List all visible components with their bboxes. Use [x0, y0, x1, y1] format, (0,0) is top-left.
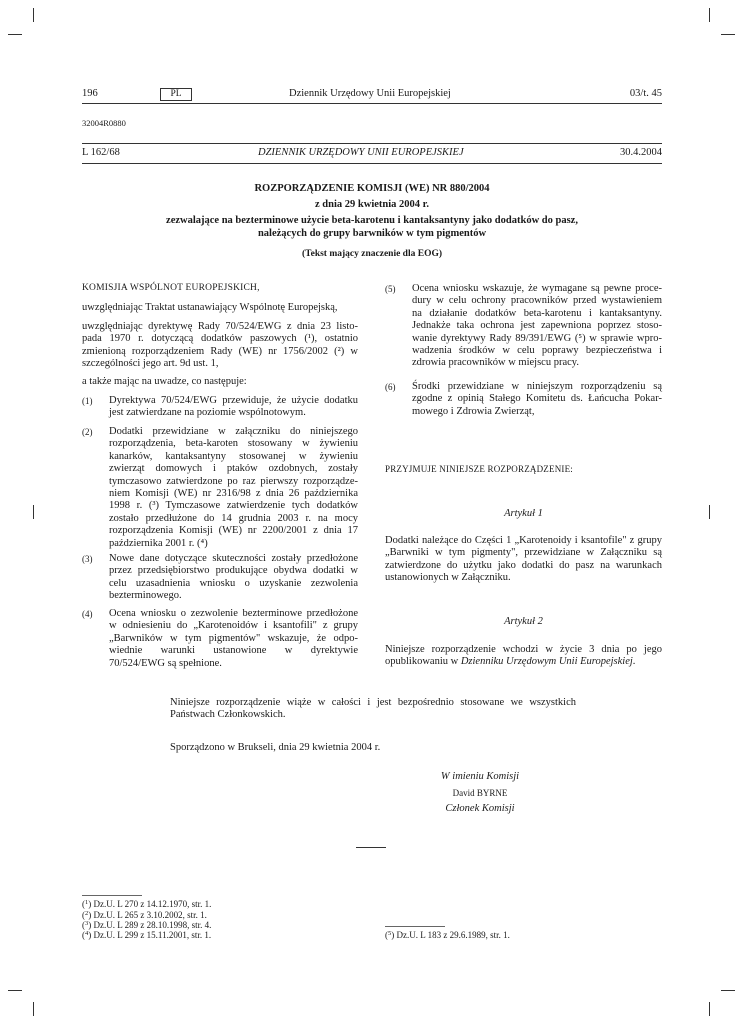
- footnote-mark: 5: [388, 930, 392, 937]
- text-line: uwzględniając dyrektywę Rady 70/524/EWG z dnia 23 listo-: [82, 321, 358, 332]
- footnote: ($^2$) Dz.U. L 265 z 3.10.2002, str. 1.: [82, 910, 207, 920]
- recital-directive: [82, 321, 358, 371]
- article-2-body: [385, 644, 662, 669]
- language-badge: PL: [160, 88, 192, 101]
- crop-mark: [8, 990, 22, 991]
- commission-heading: KOMISJIA WSPÓLNOT EUROPEJSKICH,: [82, 283, 260, 293]
- article-1-body: [385, 535, 662, 585]
- header-rule: [82, 163, 662, 164]
- footnote-rule: [82, 895, 142, 896]
- reference-left: L 162/68: [82, 147, 120, 158]
- footnote: ($^1$) Dz.U. L 270 z 14.12.1970, str. 1.: [82, 899, 212, 909]
- signatory-name: David BYRNE: [452, 788, 508, 798]
- article-1-title: Artykuł 1: [504, 508, 543, 519]
- text-line: Ocena wniosku o zezwolenie bezterminowe przedłożone: [109, 608, 358, 619]
- footnote: ($^5$) Dz.U. L 183 z 29.6.1989, str. 1.: [385, 930, 510, 940]
- text-line: wiednie warunki ustanowione w dyrektywie: [109, 645, 358, 657]
- text-line: wadzenia środków w celu poprawy bezpieczeństwa i: [412, 345, 662, 357]
- recital-item: [82, 426, 358, 552]
- header-rule: [82, 103, 662, 104]
- footnote: ($^3$) Dz.U. L 289 z 28.10.1998, str. 4.: [82, 920, 212, 930]
- text-line: mowego i Zdrowia Zwierząt,: [412, 405, 535, 417]
- text-line: rozporządzenia, beta-karoten stosowany w żywieniu: [109, 438, 358, 450]
- footnote-mark: 1: [85, 899, 89, 906]
- text-line: Dodatki przewidziane w załączniku do niniejszego: [109, 426, 358, 437]
- text-line: celu uzasadnienia wniosku o uzyskanie zezwolenia: [109, 577, 358, 589]
- text-line: przez przedsiębiorstwo produkujące obydwa dodatki w: [109, 565, 358, 577]
- text-line: października 2001 r. (⁴): [109, 537, 208, 549]
- text-line: Dodatki należące do Części 1 „Karotenoidy i ksantofile" z grupy: [385, 535, 662, 546]
- regulation-date: z dnia 29 kwietnia 2004 r.: [315, 199, 429, 210]
- text-line: Środki przewidziane w niniejszym rozporządzeniu są: [412, 381, 662, 392]
- crop-mark: [709, 1002, 710, 1016]
- text-line: Jednakże taka ochrona jest zapewniona poprzez stoso-: [412, 320, 662, 332]
- page-number: 196: [82, 88, 98, 99]
- text-line: zgodne z opinią Stałego Komitetu ds. Łańcucha Pokar-: [412, 393, 662, 405]
- article-2-title: Artykuł 2: [504, 616, 543, 627]
- text-line: niem Komisji (WE) nr 2316/98 z dnia 26 października: [109, 488, 358, 500]
- crop-mark: [709, 505, 710, 519]
- text-line: Niniejsze rozporządzenie wiąże w całości i jest bezpośrednio stosowane we wszystkich: [170, 697, 576, 708]
- text-fragment: .: [632, 656, 636, 668]
- crop-mark: [33, 1002, 34, 1016]
- crop-mark: [33, 8, 34, 22]
- recital-item: [82, 395, 358, 421]
- text-line: Dyrektywa 70/524/EWG przewiduje, że użycie dodatku: [109, 395, 358, 406]
- recital-treaty: uwzględniając Traktat ustanawiający Wspólnotę Europejską,: [82, 302, 338, 313]
- whereas-intro: a także mając na uwadze, co następuje:: [82, 376, 247, 387]
- footnote-rule: [385, 926, 445, 927]
- text-line: zostało przedłużone do 14 grudnia 2003 r. na mocy: [109, 512, 358, 524]
- text-line: szczególności jego art. 9d ust. 1,: [82, 358, 219, 370]
- text-line: bezterminowego.: [109, 590, 182, 602]
- volume: 03/t. 45: [629, 88, 662, 99]
- text-line: w odniesieniu do „Karotenoidów i ksantofili" z grupy: [109, 620, 358, 632]
- recital-number: (4): [82, 609, 93, 619]
- footnote-text: Dz.U. L 299 z 15.11.2001, str. 1.: [93, 930, 212, 940]
- recital-item: [82, 553, 358, 605]
- text-line: zdrowia pracowników w miejscu pracy.: [412, 357, 579, 369]
- regulation-title: ROZPORZĄDZENIE KOMISJI (WE) NR 880/2004: [254, 183, 490, 194]
- crop-mark: [721, 34, 735, 35]
- text-line: „Barwników w tym pigmentów" wskazuje, że odpo-: [109, 632, 358, 644]
- header-rule: [82, 143, 662, 144]
- reference-date: 30.4.2004: [620, 147, 662, 158]
- crop-mark: [8, 34, 22, 35]
- footnote: ($^4$) Dz.U. L 299 z 15.11.2001, str. 1.: [82, 930, 212, 940]
- footnote-text: Dz.U. L 183 z 29.6.1989, str. 1.: [396, 930, 510, 940]
- recital-number: (2): [82, 427, 93, 437]
- footnote-mark: 2: [85, 910, 89, 917]
- recital-item: [385, 283, 662, 371]
- crop-mark: [33, 505, 34, 519]
- text-line: Nowe dane dotyczące skuteczności zostały przedłożone: [109, 553, 358, 564]
- text-fragment: opublikowaniu w: [385, 656, 461, 668]
- text-line: Niniejsze rozporządzenie wchodzi w życie 3 dnia po jego: [385, 644, 662, 655]
- regulation-subject: zezwalające na bezterminowe użycie beta-karotenu i kantaksantyny jako dodatków do pasz,: [166, 215, 578, 226]
- done-at: Sporządzono w Brukseli, dnia 29 kwietnia 2004 r.: [170, 742, 381, 753]
- text-line: na działanie dodatków beta-karotenu i kantaksantyny.: [412, 307, 662, 319]
- recital-item: [82, 608, 358, 672]
- regulation-subject: należących do grupy barwników w tym pigmentów: [257, 228, 487, 239]
- text-line: 1998 r. (³) Tymczasowe zatwierdzenie tych dodatków: [109, 500, 358, 512]
- text-line: rozporządzenia Komisji (WE) nr 2200/2001 z dnia 17: [109, 525, 358, 537]
- binding-statement: [170, 697, 576, 722]
- text-line: jest zatwierdzane na poziomie wspólnotowym.: [109, 407, 306, 419]
- reference-center: DZIENNIK URZĘDOWY UNII EUROPEJSKIEJ: [258, 147, 464, 158]
- footnote-mark: 4: [85, 930, 89, 937]
- text-line: „Barwniki w tym pigmenty", przewidziane w Załączniku są: [385, 547, 662, 559]
- eea-relevance: (Tekst mający znaczenie dla EOG): [301, 249, 443, 259]
- footnote-mark: 3: [85, 920, 89, 927]
- recital-item: [385, 381, 662, 419]
- text-line: 70/524/EWG są spełnione.: [109, 657, 222, 669]
- text-line: [385, 656, 662, 668]
- crop-mark: [709, 8, 710, 22]
- footnote-text: Dz.U. L 289 z 28.10.1998, str. 4.: [93, 920, 212, 930]
- footnote-text: Dz.U. L 265 z 3.10.2002, str. 1.: [93, 910, 207, 920]
- recital-number: (6): [385, 382, 396, 392]
- text-line: Ocena wniosku wskazuje, że wymagane są pewne proce-: [412, 283, 662, 294]
- journal-title: Dziennik Urzędowy Unii Europejskiej: [289, 88, 451, 99]
- text-line: zatwierdzone do użytku jako dodatki do pasz na warunkach: [385, 559, 662, 571]
- end-rule: [356, 847, 386, 848]
- footnote-text: Dz.U. L 270 z 14.12.1970, str. 1.: [93, 899, 212, 909]
- recital-number: (5): [385, 284, 396, 294]
- text-line: kanarków, kantaksantyny stosowanej w żywieniu: [109, 450, 358, 462]
- text-line: zmienioną rozporządzeniem Rady (WE) nr 1756/2002 (²) w: [82, 345, 358, 357]
- adoption-heading: PRZYJMUJE NINIEJSZE ROZPORZĄDZENIE:: [385, 464, 573, 474]
- text-line: dury w celu ochrony pracowników przed wystawieniem: [412, 295, 662, 307]
- crop-mark: [721, 990, 735, 991]
- journal-reference: Dzienniku Urzędowym Unii Europejskiej: [460, 656, 633, 668]
- text-line: tymczasowo zatwierdzone po raz pierwszy rozporządze-: [109, 475, 358, 487]
- text-line: zwierząt domowych i ptaków ozdobnych, zostały: [109, 463, 358, 475]
- recital-number: (3): [82, 554, 93, 564]
- document-id: 32004R0880: [82, 118, 126, 128]
- text-line: Państwach Członkowskich.: [170, 709, 286, 721]
- signatory-role: Członek Komisji: [445, 803, 515, 814]
- recital-number: (1): [82, 396, 93, 406]
- text-line: ustanowionych w Załączniku.: [385, 572, 511, 584]
- on-behalf: W imieniu Komisji: [440, 771, 520, 782]
- text-line: pada 1970 r. dotyczącą dodatków paszowych (¹), ostatnio: [82, 333, 358, 345]
- text-line: wanie dyrektywy Rady 89/391/EWG (⁵) w sprawie wpro-: [412, 332, 662, 344]
